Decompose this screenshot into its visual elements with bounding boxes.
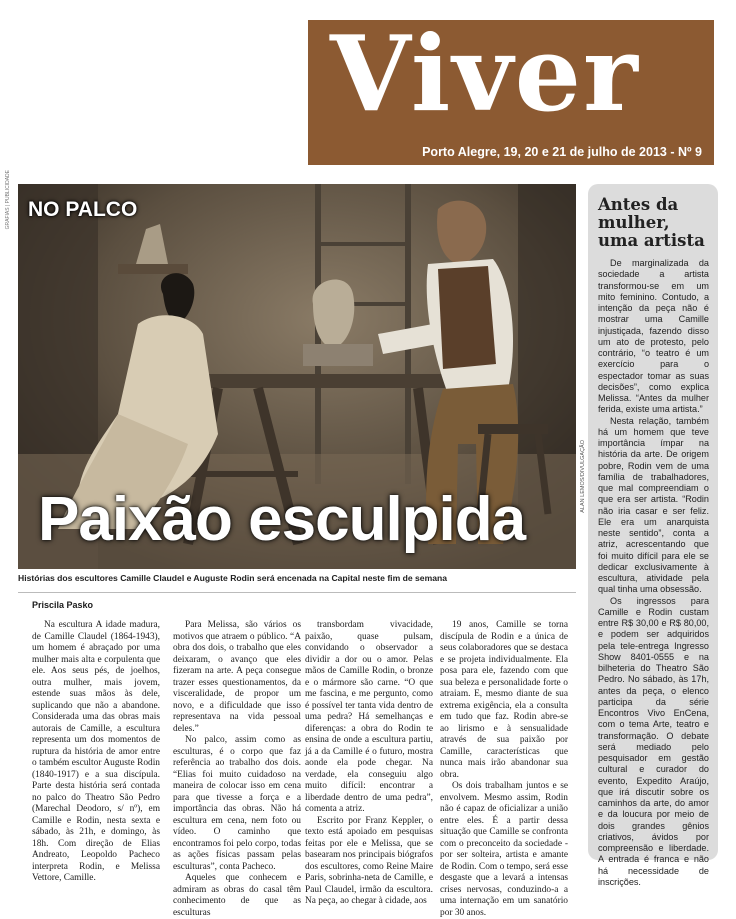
side-credit: GRAFIAS | PUBLICIDADE (5, 170, 11, 230)
masthead (308, 12, 714, 165)
paragraph: transbordam vivacidade, paixão, quase pulsam, convidando o observador a dividir a dor ou o amor. Pelas mãos de Camille Rodin, o bronze e o mármore são carne. “O que me fascina, e me pergunto, como é possível ter tanta vida dentro de uma pedra? Há semelhanças e diferenças: a obra do Rodin te ensina de onde a escultura partiu, já a da Camille é o futuro, mostra aonde ela pode chegar. Na verdade, ela conseguiu algo muito difícil: encontrar a liberdade dentro de uma pedra”, comenta a atriz. (305, 620, 433, 814)
article-column-2 (173, 620, 301, 919)
section-kicker: NO PALCO (28, 198, 138, 221)
headline: Paixão esculpida (38, 485, 526, 554)
masthead-dateline: Porto Alegre, 19, 20 e 21 de julho de 2013 - Nº 9 (422, 145, 702, 159)
paragraph: Aqueles que conhecem e admiram as obras do casal têm conhecimento de que as esculturas (173, 873, 301, 918)
divider (18, 592, 576, 593)
paragraph: Na escultura A idade madura, de Camille Claudel (1864-1943), um homem é abraçado por uma mulher mais alta e corpulenta que ele. Aos seus pés, de joelhos, outra mulher, mais jovem, estende suas mãos às dele, suplicando que não a abandone. Considerada uma das obras mais autorais de Camille, a escultura representa um dos momentos de ruptura da história de amor entre o também escultor Auguste Rodin (1840-1917) e a sua discípula. Parte desta história será contada no palco do Theatro São Pedro (Marechal Deodoro, s/ nº), em Camille e Rodin, nesta sexta e sábado, às 21h, e domingo, às 18h. Com direção de Elias Andreato, Leopoldo Pacheco interpreta Rodin, e Melissa Vettore, Camille. (32, 620, 160, 883)
masthead-title: Viver (330, 12, 640, 135)
paragraph: No palco, assim como as esculturas, é o corpo que faz referência ao trabalho dos dois. “Elias foi muito cuidadoso na maneira de colocar isso em cena para que tivesse a força e a importância das obras. Não há escultura em cena, nem foto ou vídeo. O caminho que encontramos foi pelo corpo, todas as ações físicas passam pelas esculturas”, conta Pacheco. (173, 735, 301, 872)
article-column-1 (32, 620, 160, 885)
lead-photo (18, 184, 576, 569)
sidebar-paragraph: De marginalizada da sociedade a artista transformou-se em um mito feminino. Contudo, a intenção da peça não é mostrar uma Camille injustiçada, fazendo disso um ato de protesto, pelo contrário, “o teatro é um exercício para o espectador tomar as suas decisões”, como explica Melissa. “Antes da mulher ferida, existe uma artista.” (598, 258, 709, 415)
byline: Priscila Pasko (32, 600, 94, 610)
paragraph: Escrito por Franz Keppler, o texto está apoiado em pesquisas feitas por ele e Melissa, que se basearam nos principais biógrafos dos escultores, como Reine Maire Paris, sobrinha-neta de Camille, e Paul Claudel, irmão da escultora. Na peça, ao chegar à cidade, aos (305, 815, 433, 906)
sidebar-box (588, 184, 718, 887)
photo-credit: ALAN LEMOS/DIVULGAÇÃO (580, 440, 586, 513)
photo-caption: Histórias dos escultores Camille Claudel e Auguste Rodin será encenada na Capital neste fim de semana (18, 573, 448, 583)
article-column-3 (305, 620, 433, 908)
sidebar-paragraph: Nesta relação, também há um homem que teve importância ímpar na história da arte. De origem pobre, Rodin vem de uma família de trabalhadores, que mal compreendiam o que era ser artista. “Rodin não iria casar e ser feliz. Ele era um anarquista neste sentido”, conta a atriz, acrescentando que foi muito difícil para ele se dedicar exclusivamente à escultura, atividade pela qual tinha uma obsessão. (598, 415, 709, 595)
paragraph: Os dois trabalham juntos e se envolvem. Mesmo assim, Rodin não é capaz de oficializar a união entre eles. É a partir dessa situação que Camille se confronta com o preconceito da sociedade - por ser solteira, artista e amante de Rodin. Com o tempo, será esse desgaste que a levará a intensas crises nervosas, conduzindo-a a uma internação em um sanatório por 30 anos. (440, 781, 568, 918)
paragraph: 19 anos, Camille se torna discípula de Rodin e a única de seus colaboradores que se destaca e se projeta individualmente. Ela posa para ele, fazendo com que sua beleza e personalidade forte o atraiam. E, mesmo diante de sua extrema exigência, ela a consulta em tudo que faz. Rodin abre-se ao lirismo e à sensualidade através de sua paixão por Camille, características que nunca mais irão abandonar sua obra. (440, 620, 568, 780)
sidebar-title: Antes da mulher, uma artista (598, 195, 705, 250)
sidebar-paragraph: Os ingressos para Camille e Rodin custam entre R$ 30,00 e R$ 80,00, e podem ser adquiridos pela tele-entrega Ingresso Show 8401-0555 e na bilheteria do Theatro São Pedro. No sábado, às 17h, antes da peça, o elenco participa da série Encontros Vivo EnCena, com o tema Arte, teatro e transformação. O debate será mediado pelo pesquisador em gestão cultural e curador do evento, Expedito Araújo, que irá discutir sobre os caminhos da arte, do amor e da loucura por meio de dois grandes gênios criativos, ávidos por compreensão e liberdade. A entrada é franca e não há necessidade de inscrições. (598, 595, 709, 887)
paragraph: Para Melissa, são vários os motivos que atraem o público. “A obra dos dois, o trabalho que eles deixaram, o avanço que eles fizeram na arte. A peça consegue trazer esses questionamentos, da visceralidade, de propor um novo, e a dificuldade que isso representava na vida pessoal deles.” (173, 620, 301, 734)
sidebar-body (598, 258, 709, 888)
article-column-4 (440, 620, 568, 919)
